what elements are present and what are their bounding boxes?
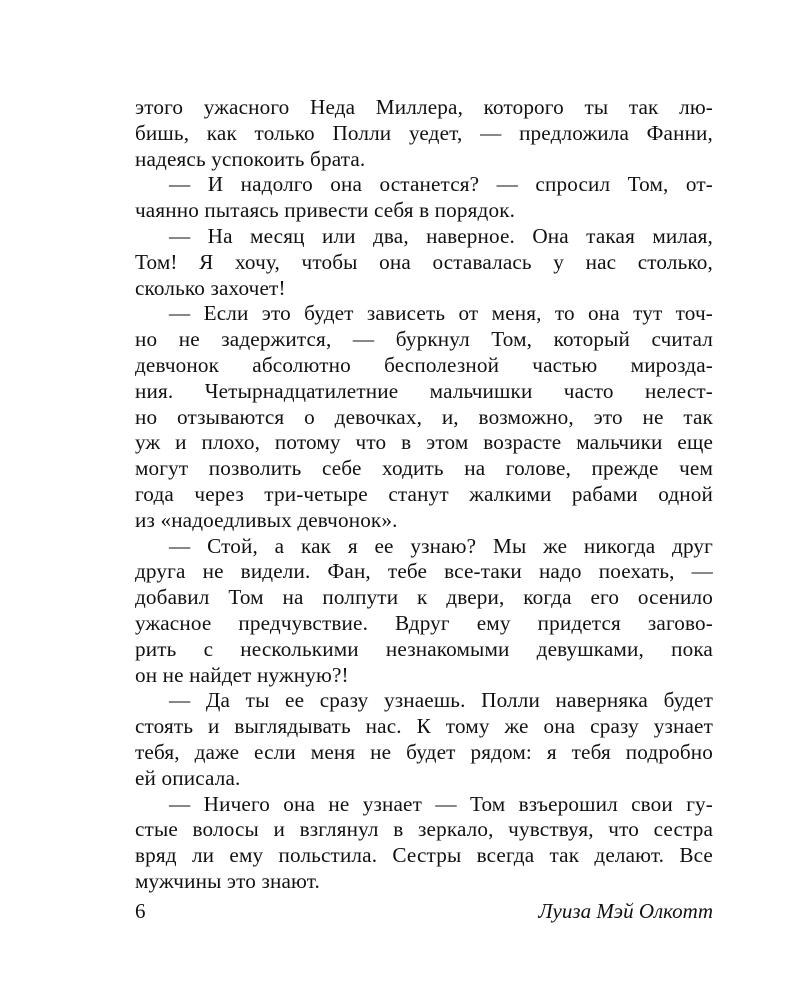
text-line: мужчины это знают. xyxy=(135,868,320,893)
text-line: ния. Четырнадцатилетние мальчишки часто нелест- xyxy=(135,378,713,403)
text-line: — Да ты ее сразу узнаешь. Полли наверняка будет xyxy=(169,688,713,713)
text-line: сколько захочет! xyxy=(135,275,286,300)
running-header-author: Луиза Мэй Олкотт xyxy=(538,899,713,923)
text-line: стоять и выглядывать нас. К тому же она сразу узнает xyxy=(135,714,713,739)
text-line: тебя, даже если меня не будет рядом: я тебя подробно xyxy=(135,739,713,764)
text-line: надеясь успокоить брата. xyxy=(135,146,366,171)
text-line: могут позволить себе ходить на голове, прежде чем xyxy=(135,456,713,481)
text-line: бишь, как только Полли уедет, — предложила Фанни, xyxy=(135,120,713,145)
text-line: из «надоедливых девчонок». xyxy=(135,507,398,532)
text-line: года через три-четыре станут жалкими рабами одной xyxy=(135,481,713,506)
text-line: но не задержится, — буркнул Том, который считал xyxy=(135,327,713,352)
page-footer xyxy=(135,899,713,925)
text-line: ей описала. xyxy=(135,765,241,790)
text-line: чаянно пытаясь привести себя в порядок. xyxy=(135,198,516,223)
text-line: девчонок абсолютно бесполезной частью мирозда- xyxy=(135,352,713,377)
text-line: — Ничего она не узнает — Том взъерошил свои гу- xyxy=(169,791,713,816)
text-line: Том! Я хочу, чтобы она оставалась у нас столько, xyxy=(135,249,713,274)
text-line: уж и плохо, потому что в этом возрасте мальчики еще xyxy=(135,430,713,455)
text-line: стые волосы и взглянул в зеркало, чувствуя, что сестра xyxy=(135,817,713,842)
text-line: вряд ли ему польстила. Сестры всегда так делают. Все xyxy=(135,843,713,868)
text-line: — Стой, а как я ее узнаю? Мы же никогда друг xyxy=(169,533,713,558)
text-line: он не найдет нужную?! xyxy=(135,662,349,687)
text-line: добавил Том на полпути к двери, когда его осенило xyxy=(135,585,713,610)
text-line: — И надолго она останется? — спросил Том, от- xyxy=(169,172,713,197)
text-line: этого ужасного Неда Миллера, которого ты так лю- xyxy=(135,95,713,119)
text-line: — Если это будет зависеть от меня, то она тут точ- xyxy=(169,301,713,326)
page-number: 6 xyxy=(135,899,146,923)
text-line: но отзываются о девочках, и, возможно, это не так xyxy=(135,404,713,429)
text-line: — На месяц или два, наверное. Она такая милая, xyxy=(169,223,713,248)
text-line: рить с несколькими незнакомыми девушками, пока xyxy=(135,636,713,661)
body-text xyxy=(135,95,713,895)
text-line: ужасное предчувствие. Вдруг ему придется загово- xyxy=(135,610,713,635)
text-line: друга не видели. Фан, тебе все-таки надо поехать, — xyxy=(135,559,713,584)
